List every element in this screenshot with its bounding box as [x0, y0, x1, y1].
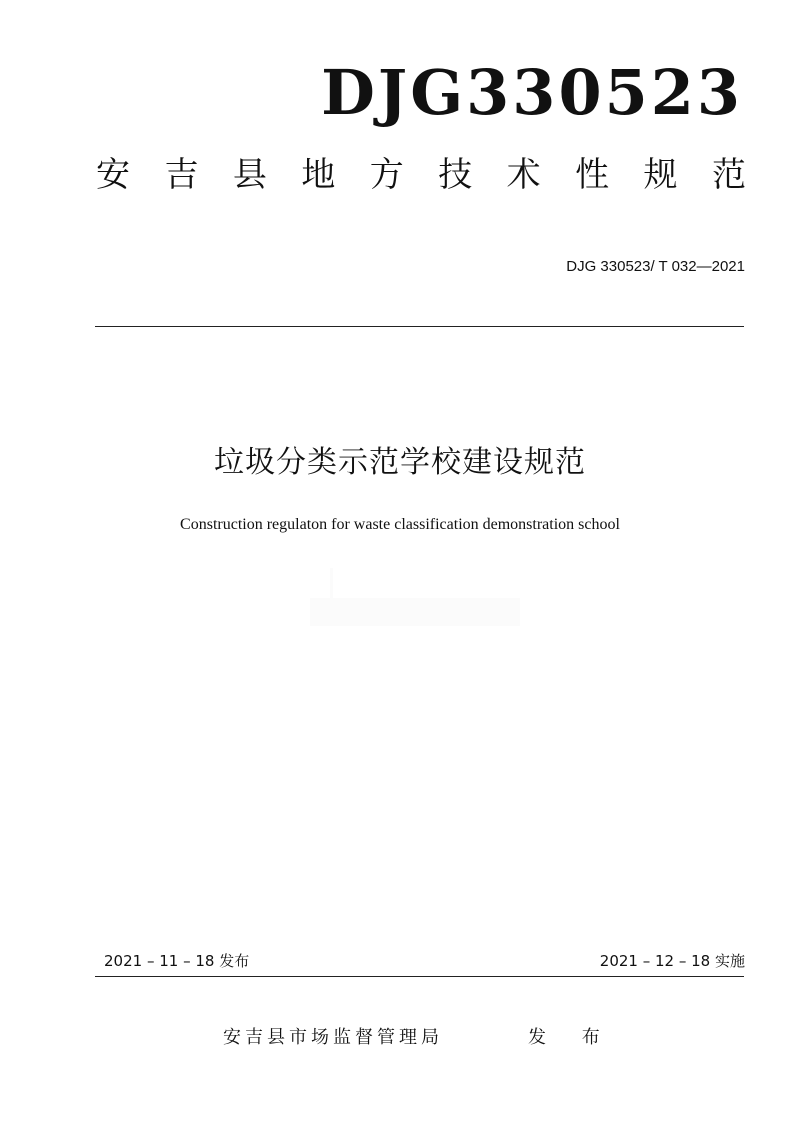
standard-type-char: 方 — [369, 155, 404, 195]
standard-type — [96, 155, 746, 195]
standard-type-char: 范 — [711, 155, 746, 195]
document-number: DJG 330523/ T 032—2021 — [566, 258, 745, 275]
issuing-authority: 安吉县市场监督管理局 — [223, 1027, 443, 1048]
standard-type-char: 性 — [575, 155, 610, 195]
standard-type-char: 地 — [301, 155, 336, 195]
document-title-english: Construction regulaton for waste classification demonstration school — [180, 516, 620, 533]
publish-date: 2021 – 11 – 18 发布 — [104, 952, 250, 970]
implement-date: 2021 – 12 – 18 实施 — [599, 952, 745, 970]
faint-watermark — [310, 568, 520, 626]
document-title-chinese: 垃圾分类示范学校建设规范 — [214, 445, 586, 480]
standard-type-char: 安 — [96, 155, 130, 195]
standard-type-char: 吉 — [164, 155, 199, 195]
standard-type-char: 县 — [232, 155, 267, 195]
issue-label: 发 布 — [528, 1027, 615, 1048]
standard-type-char: 规 — [643, 155, 678, 195]
standard-code: DJG330523 — [321, 56, 743, 129]
standard-type-char: 术 — [506, 155, 541, 195]
standard-type-char: 技 — [438, 155, 473, 195]
top-divider — [95, 326, 744, 327]
bottom-divider — [95, 976, 744, 977]
